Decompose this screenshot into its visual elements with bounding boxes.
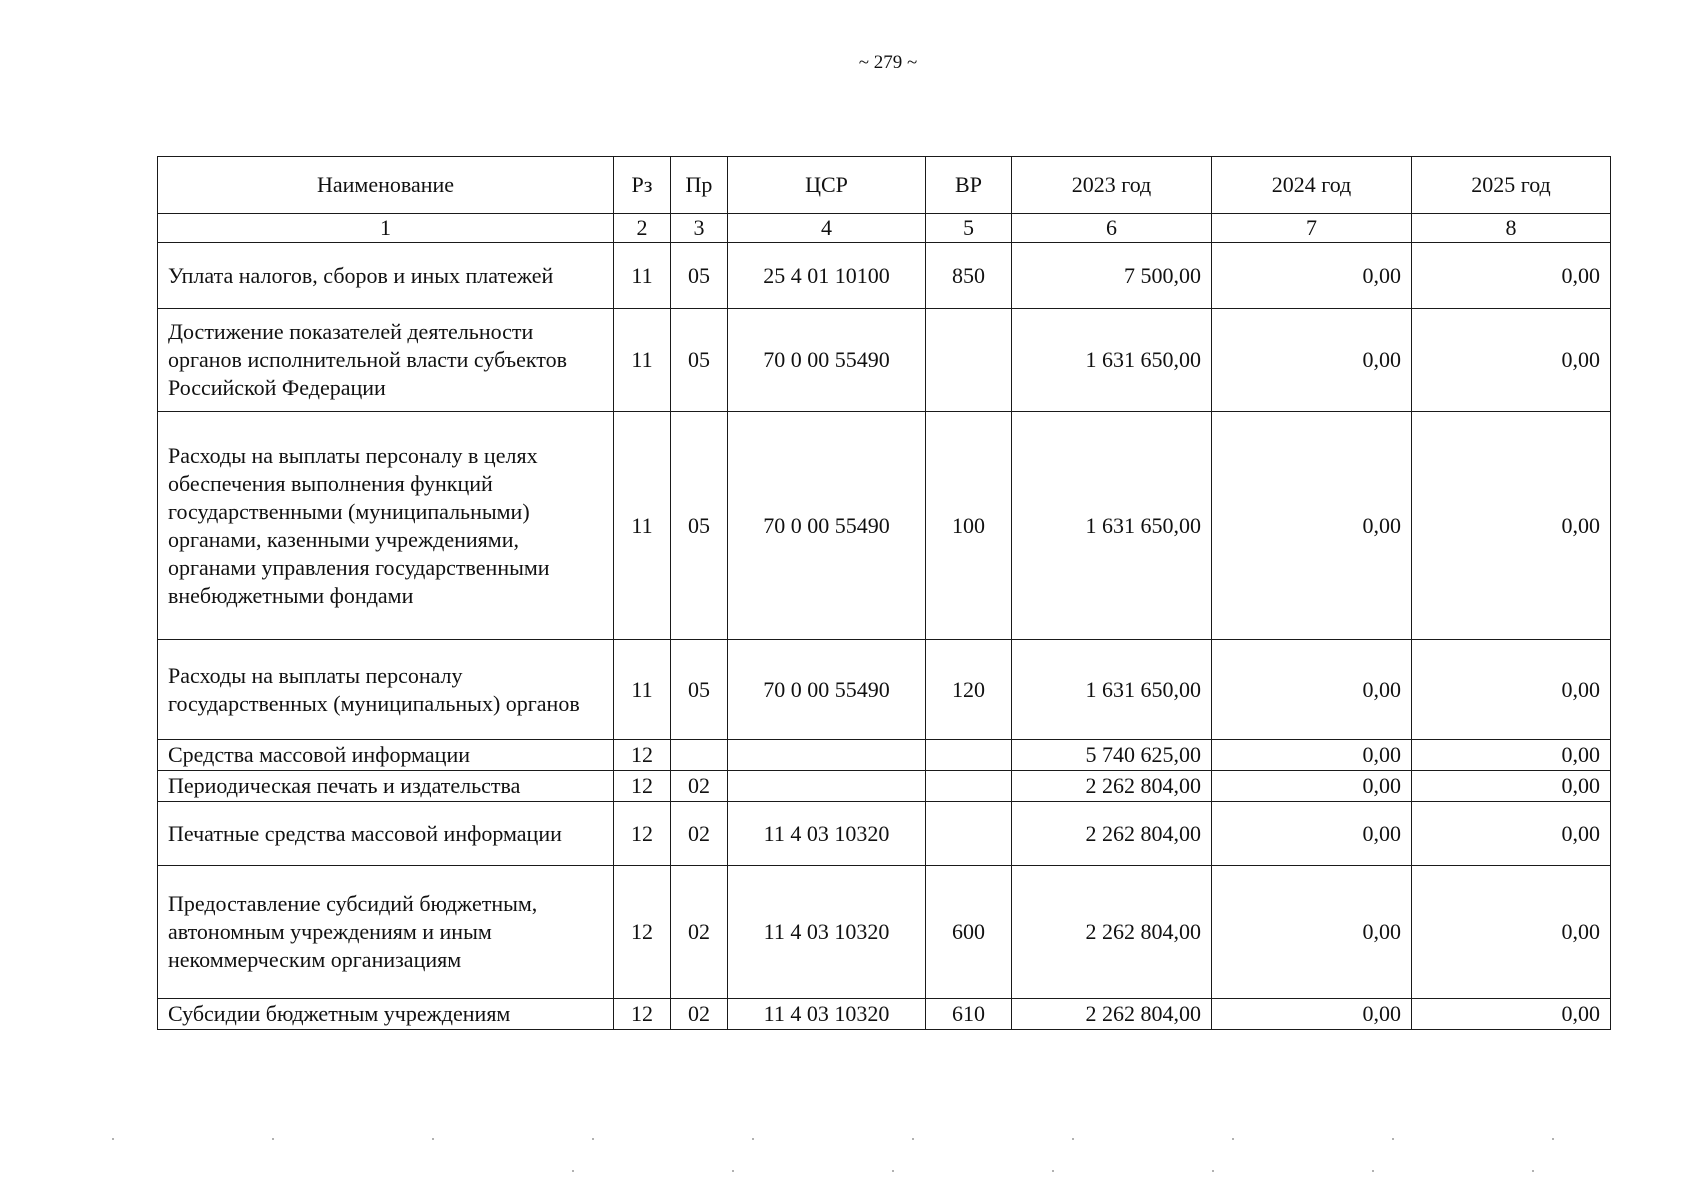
row-pr: 02 — [671, 771, 728, 802]
row-rz: 12 — [614, 999, 671, 1030]
row-pr: 02 — [671, 999, 728, 1030]
row-2025: 0,00 — [1412, 740, 1611, 771]
row-vr — [926, 771, 1012, 802]
table-row — [158, 771, 1611, 802]
row-2024: 0,00 — [1212, 640, 1412, 740]
header-2025: 2025 год — [1412, 157, 1611, 214]
row-csr — [728, 771, 926, 802]
row-pr: 05 — [671, 640, 728, 740]
row-2023: 2 262 804,00 — [1012, 771, 1212, 802]
scan-speck — [892, 1170, 894, 1172]
scan-speck — [912, 1138, 914, 1140]
row-name: Достижение показателей деятельности органов исполнительной власти субъектов Российской Федерации — [158, 309, 614, 412]
column-number: 5 — [926, 214, 1012, 243]
row-2025: 0,00 — [1412, 999, 1611, 1030]
table-row — [158, 640, 1611, 740]
row-pr: 05 — [671, 412, 728, 640]
row-rz: 12 — [614, 802, 671, 866]
row-2025: 0,00 — [1412, 640, 1611, 740]
row-2024: 0,00 — [1212, 243, 1412, 309]
scan-speck — [1212, 1170, 1214, 1172]
scan-speck — [1072, 1138, 1074, 1140]
row-name: Периодическая печать и издательства — [158, 771, 614, 802]
column-number: 7 — [1212, 214, 1412, 243]
row-csr: 70 0 00 55490 — [728, 412, 926, 640]
header-name: Наименование — [158, 157, 614, 214]
row-name: Печатные средства массовой информации — [158, 802, 614, 866]
scan-speck — [752, 1138, 754, 1140]
column-number: 2 — [614, 214, 671, 243]
scan-speck — [1372, 1170, 1374, 1172]
budget-table — [157, 156, 1611, 1030]
row-vr: 120 — [926, 640, 1012, 740]
row-rz: 12 — [614, 771, 671, 802]
column-number-row — [158, 214, 1611, 243]
row-pr: 02 — [671, 802, 728, 866]
header-pr: Пр — [671, 157, 728, 214]
scan-speck — [1232, 1138, 1234, 1140]
row-rz: 11 — [614, 309, 671, 412]
scan-speck — [1532, 1170, 1534, 1172]
column-number: 8 — [1412, 214, 1611, 243]
column-number: 4 — [728, 214, 926, 243]
row-vr — [926, 740, 1012, 771]
row-vr: 600 — [926, 866, 1012, 999]
row-2024: 0,00 — [1212, 866, 1412, 999]
scan-speck — [732, 1170, 734, 1172]
row-csr: 70 0 00 55490 — [728, 640, 926, 740]
scan-speck — [572, 1170, 574, 1172]
table-row — [158, 309, 1611, 412]
row-csr: 11 4 03 10320 — [728, 866, 926, 999]
row-2025: 0,00 — [1412, 802, 1611, 866]
table-row — [158, 412, 1611, 640]
scan-speck — [272, 1138, 274, 1140]
row-name: Предоставление субсидий бюджетным, автономным учреждениям и иным некоммерческим организациям — [158, 866, 614, 999]
row-csr: 11 4 03 10320 — [728, 999, 926, 1030]
table-row — [158, 866, 1611, 999]
row-2023: 1 631 650,00 — [1012, 640, 1212, 740]
row-2023: 2 262 804,00 — [1012, 866, 1212, 999]
row-2025: 0,00 — [1412, 412, 1611, 640]
scan-speck — [1552, 1138, 1554, 1140]
row-2023: 1 631 650,00 — [1012, 309, 1212, 412]
row-2023: 1 631 650,00 — [1012, 412, 1212, 640]
row-name: Уплата налогов, сборов и иных платежей — [158, 243, 614, 309]
row-2025: 0,00 — [1412, 243, 1611, 309]
row-2024: 0,00 — [1212, 771, 1412, 802]
row-csr — [728, 740, 926, 771]
scan-speck — [432, 1138, 434, 1140]
row-2024: 0,00 — [1212, 309, 1412, 412]
row-2023: 7 500,00 — [1012, 243, 1212, 309]
row-2024: 0,00 — [1212, 999, 1412, 1030]
header-row — [158, 157, 1611, 214]
row-2024: 0,00 — [1212, 802, 1412, 866]
row-2025: 0,00 — [1412, 866, 1611, 999]
table-row — [158, 999, 1611, 1030]
header-rz: Рз — [614, 157, 671, 214]
row-vr: 100 — [926, 412, 1012, 640]
row-rz: 11 — [614, 412, 671, 640]
row-2023: 5 740 625,00 — [1012, 740, 1212, 771]
column-number: 6 — [1012, 214, 1212, 243]
header-csr: ЦСР — [728, 157, 926, 214]
row-pr: 05 — [671, 309, 728, 412]
header-vr: ВР — [926, 157, 1012, 214]
scan-speck — [1392, 1138, 1394, 1140]
row-vr: 850 — [926, 243, 1012, 309]
page-number: ~ 279 ~ — [858, 52, 918, 73]
row-rz: 11 — [614, 640, 671, 740]
header-2024: 2024 год — [1212, 157, 1412, 214]
row-pr: 02 — [671, 866, 728, 999]
row-csr: 70 0 00 55490 — [728, 309, 926, 412]
row-name: Средства массовой информации — [158, 740, 614, 771]
row-2025: 0,00 — [1412, 309, 1611, 412]
row-name: Расходы на выплаты персоналу в целях обеспечения выполнения функций государственными (муниципальными) органами, казенными учреждениями, органами управления государственными внебюджетными фондами — [158, 412, 614, 640]
scan-speck — [1052, 1170, 1054, 1172]
header-2023: 2023 год — [1012, 157, 1212, 214]
row-rz: 12 — [614, 740, 671, 771]
row-name: Субсидии бюджетным учреждениям — [158, 999, 614, 1030]
row-2023: 2 262 804,00 — [1012, 802, 1212, 866]
scan-speck — [112, 1138, 114, 1140]
row-rz: 12 — [614, 866, 671, 999]
row-2023: 2 262 804,00 — [1012, 999, 1212, 1030]
column-number: 1 — [158, 214, 614, 243]
row-2024: 0,00 — [1212, 412, 1412, 640]
row-vr: 610 — [926, 999, 1012, 1030]
table-row — [158, 243, 1611, 309]
table-row — [158, 740, 1611, 771]
column-number: 3 — [671, 214, 728, 243]
row-2025: 0,00 — [1412, 771, 1611, 802]
scan-speck — [592, 1138, 594, 1140]
row-pr: 05 — [671, 243, 728, 309]
table-row — [158, 802, 1611, 866]
row-rz: 11 — [614, 243, 671, 309]
row-pr — [671, 740, 728, 771]
row-2024: 0,00 — [1212, 740, 1412, 771]
row-vr — [926, 802, 1012, 866]
row-csr: 11 4 03 10320 — [728, 802, 926, 866]
row-csr: 25 4 01 10100 — [728, 243, 926, 309]
row-name: Расходы на выплаты персоналу государственных (муниципальных) органов — [158, 640, 614, 740]
row-vr — [926, 309, 1012, 412]
